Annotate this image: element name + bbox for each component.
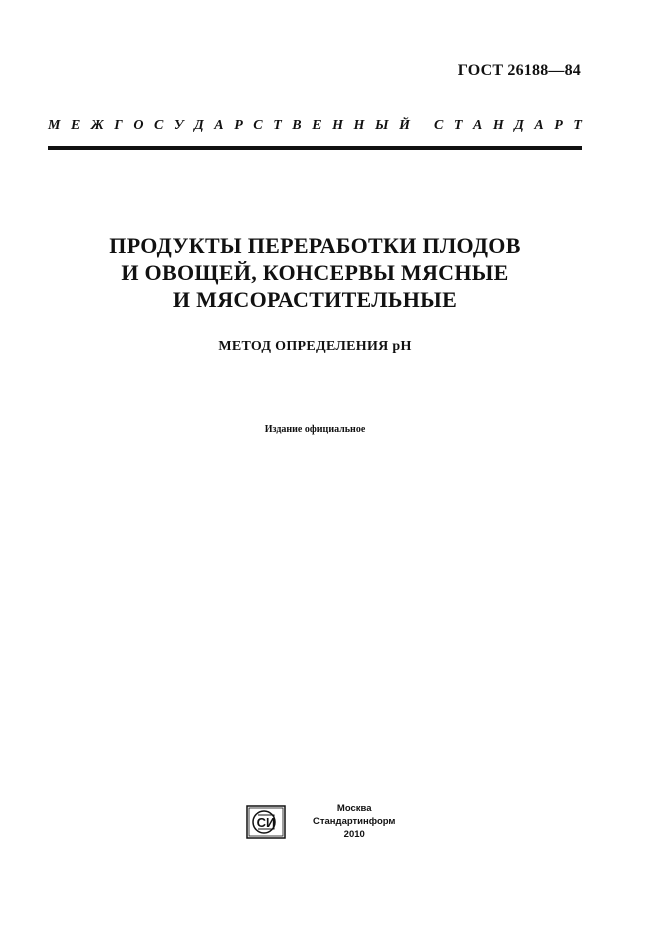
heading-letter: О: [133, 118, 144, 133]
title-line: ПРОДУКТЫ ПЕРЕРАБОТКИ ПЛОДОВ: [109, 233, 521, 258]
heading-letter: Н: [492, 118, 504, 133]
title-line: И ОВОЩЕЙ, КОНСЕРВЫ МЯСНЫЕ: [121, 260, 509, 285]
heading-letter: Н: [353, 118, 365, 133]
heading-letter: Ы: [374, 118, 389, 133]
heading-letter: А: [472, 118, 483, 133]
publisher-city: Москва: [336, 803, 372, 814]
publisher-info: [313, 802, 395, 841]
heading-letter: У: [173, 118, 184, 133]
heading-letter: С: [434, 118, 444, 133]
heading-letter: С: [253, 118, 263, 133]
heading-letter: Ж: [90, 118, 104, 133]
heading-letter: Д: [514, 118, 524, 133]
publisher-block: [246, 802, 395, 841]
document-title: [48, 232, 582, 313]
heading-letter: В: [292, 118, 302, 133]
publisher-name: Стандартинформ: [313, 816, 396, 827]
heading-letter: Т: [273, 118, 282, 133]
method-subtitle: МЕТОД ОПРЕДЕЛЕНИЯ pH: [218, 339, 412, 354]
heading-letter: А: [534, 118, 544, 133]
interstate-standard-heading: [48, 118, 582, 134]
heading-letter: Д: [194, 118, 204, 133]
standard-number: ГОСТ 26188—84: [457, 62, 581, 79]
heading-letter: Г: [114, 118, 123, 133]
heading-letter: Е: [312, 118, 322, 133]
heading-letter: С: [153, 118, 164, 133]
heading-letter: Н: [332, 118, 343, 133]
title-line: И МЯСОРАСТИТЕЛЬНЫЕ: [172, 287, 458, 312]
edition-note: Издание официальное: [264, 424, 366, 435]
heading-letter: Й: [399, 118, 410, 133]
heading-letter: Т: [573, 118, 582, 133]
heading-letter: Е: [71, 118, 81, 133]
heading-letter: Р: [234, 118, 243, 133]
publication-year: 2010: [343, 829, 365, 840]
heading-divider: [48, 146, 582, 150]
interstate-word: [48, 118, 410, 134]
standard-word: [434, 118, 582, 134]
standartinform-logo: [246, 805, 286, 839]
svg-text:СИ: СИ: [256, 814, 276, 830]
heading-letter: М: [48, 118, 61, 133]
heading-letter: А: [214, 118, 224, 133]
heading-letter: Т: [453, 118, 463, 133]
heading-letter: Р: [554, 118, 563, 133]
